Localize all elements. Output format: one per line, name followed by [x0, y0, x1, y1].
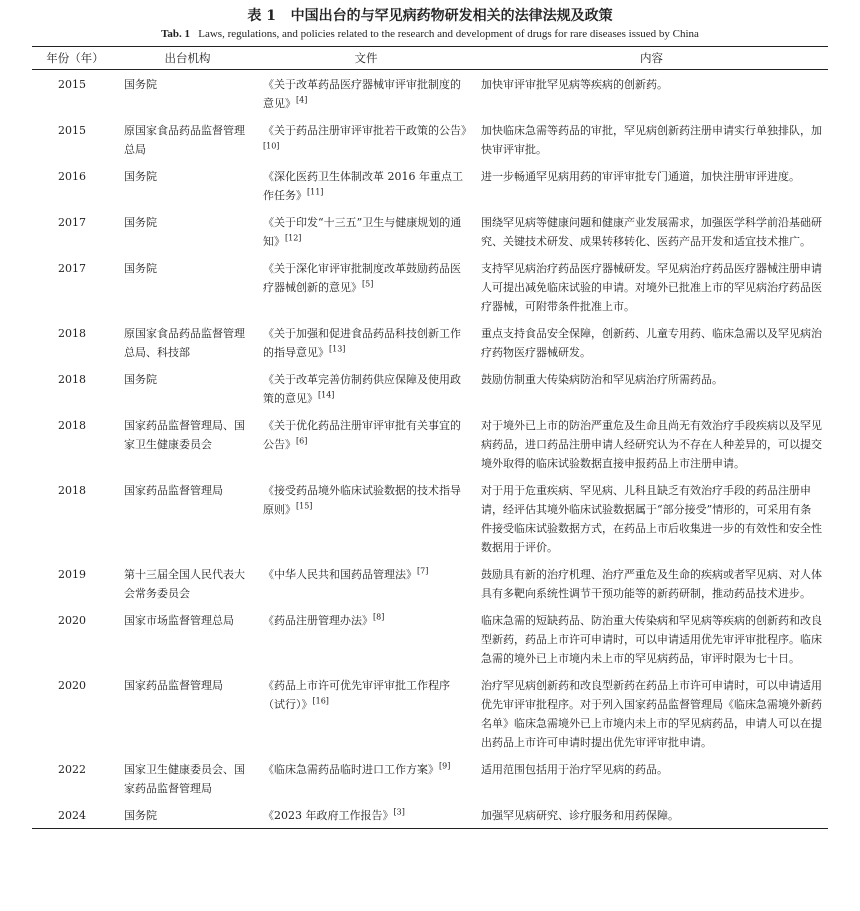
table-title-cn: 中国出台的与罕见病药物研发相关的法律法规及政策 — [290, 8, 613, 24]
cell-content: 对于境外已上市的防治严重危及生命且尚无有效治疗手段疾病以及罕见病药品，进口药品注册申请人经研究认为不存在人种差异的，可以提交境外取得的临床试验数据直接申报药品上市注册申请。 — [481, 419, 822, 470]
document-title: 《关于药品注册审评审批若干政策的公告》 — [263, 124, 472, 137]
policy-table — [32, 46, 828, 829]
document-title: 《关于深化审评审批制度改革鼓励药品医疗器械创新的意见》 — [263, 262, 461, 294]
document-title: 《关于改革完善仿制药供应保障及使用政策的意见》 — [263, 373, 461, 405]
cell-year: 2016 — [58, 170, 86, 183]
cell-document — [257, 116, 475, 162]
table-header-row — [32, 47, 828, 70]
cell-year: 2017 — [58, 216, 86, 229]
cell-org: 国家药品监督管理局 — [124, 679, 223, 692]
table-row — [32, 476, 828, 560]
cell-content: 鼓励仿制重大传染病防治和罕见病治疗所需药品。 — [481, 373, 723, 386]
cell-content: 进一步畅通罕见病用药的审评审批专门通道，加快注册审评进度。 — [481, 170, 800, 183]
cell-year: 2020 — [58, 679, 86, 692]
cell-org: 国家市场监督管理总局 — [124, 614, 234, 627]
reference-number: [11] — [307, 187, 324, 197]
table-row — [32, 365, 828, 411]
reference-number: [6] — [296, 436, 308, 446]
cell-content: 临床急需的短缺药品、防治重大传染病和罕见病等疾病的创新药和改良型新药，药品上市许可申请时，可以申请适用优先审评审批程序。临床急需的境外已上市境内未上市的罕见病药品，审评时限为七十日。 — [481, 614, 822, 665]
cell-content: 加快临床急需等药品的审批，罕见病创新药注册申请实行单独排队，加快审评审批。 — [481, 124, 822, 156]
cell-document — [257, 606, 475, 671]
cell-org: 国务院 — [124, 809, 157, 822]
table-caption-cn — [32, 6, 828, 26]
cell-org: 国家卫生健康委员会、国家药品监督管理局 — [124, 763, 245, 795]
header-document: 文件 — [354, 51, 378, 65]
table-row — [32, 606, 828, 671]
table-row — [32, 671, 828, 755]
reference-number: [10] — [263, 141, 280, 151]
header-org: 出台机构 — [164, 51, 211, 65]
cell-content: 加快审评审批罕见病等疾病的创新药。 — [481, 78, 668, 91]
cell-year: 2022 — [58, 763, 86, 776]
cell-year: 2015 — [58, 124, 86, 137]
cell-year: 2015 — [58, 78, 86, 91]
cell-year: 2017 — [58, 262, 86, 275]
table-title-en: Laws, regulations, and policies related to the research and development of drugs for rare diseases issued by China — [198, 28, 699, 40]
table-row — [32, 319, 828, 365]
reference-number: [3] — [393, 807, 405, 817]
document-title: 《关于加强和促进食品药品科技创新工作的指导意见》 — [263, 327, 461, 359]
table-row — [32, 411, 828, 476]
cell-document — [257, 476, 475, 560]
cell-document — [257, 70, 475, 117]
table-row — [32, 116, 828, 162]
cell-document — [257, 801, 475, 829]
cell-org: 原国家食品药品监督管理总局、科技部 — [124, 327, 245, 359]
cell-document — [257, 755, 475, 801]
table-label-cn: 表 1 — [247, 8, 276, 24]
cell-year: 2019 — [58, 568, 86, 581]
cell-content: 重点支持食品安全保障，创新药、儿童专用药、临床急需以及罕见病治疗药物医疗器械研发。 — [481, 327, 822, 359]
cell-document — [257, 560, 475, 606]
cell-content: 适用范围包括用于治疗罕见病的药品。 — [481, 763, 668, 776]
reference-number: [16] — [312, 696, 329, 706]
cell-document — [257, 319, 475, 365]
cell-org: 国务院 — [124, 373, 157, 386]
document-title: 《接受药品境外临床试验数据的技术指导原则》 — [263, 484, 461, 516]
reference-number: [14] — [318, 390, 335, 400]
cell-document — [257, 411, 475, 476]
header-content: 内容 — [640, 51, 663, 65]
document-title: 《2023 年政府工作报告》 — [263, 809, 394, 822]
table-label-en: Tab. 1 — [161, 28, 191, 40]
cell-org: 国家药品监督管理局 — [124, 484, 223, 497]
reference-number: [5] — [362, 279, 374, 289]
cell-document — [257, 671, 475, 755]
document-title: 《深化医药卫生体制改革 2016 年重点工作任务》 — [263, 170, 463, 202]
reference-number: [15] — [296, 501, 313, 511]
cell-year: 2018 — [58, 484, 86, 497]
table-row — [32, 254, 828, 319]
table-row — [32, 801, 828, 829]
reference-number: [13] — [329, 344, 346, 354]
cell-org: 原国家食品药品监督管理总局 — [124, 124, 245, 156]
cell-org: 国务院 — [124, 78, 157, 91]
cell-year: 2018 — [58, 373, 86, 386]
reference-number: [8] — [373, 612, 385, 622]
document-title: 《药品上市许可优先审评审批工作程序（试行）》 — [263, 679, 450, 711]
cell-org: 国务院 — [124, 170, 157, 183]
table-row — [32, 755, 828, 801]
document-title: 《关于优化药品注册审评审批有关事宜的公告》 — [263, 419, 461, 451]
cell-document — [257, 162, 475, 208]
document-title: 《药品注册管理办法》 — [263, 614, 373, 627]
cell-content: 加强罕见病研究、诊疗服务和用药保障。 — [481, 809, 679, 822]
table-row — [32, 70, 828, 117]
table-row — [32, 560, 828, 606]
document-title: 《关于改革药品医疗器械审评审批制度的意见》 — [263, 78, 461, 110]
cell-org: 国家药品监督管理局、国家卫生健康委员会 — [124, 419, 245, 451]
cell-org: 国务院 — [124, 216, 157, 229]
cell-year: 2020 — [58, 614, 86, 627]
cell-content: 治疗罕见病创新药和改良型新药在药品上市许可申请时，可以申请适用优先审评审批程序。对于列入国家药品监督管理局《临床急需境外新药名单》临床急需境外已上市境内未上市的罕见病药品，申请人可以在提出药品上市许可申请时提出优先审评审批申请。 — [481, 679, 822, 749]
cell-document — [257, 208, 475, 254]
reference-number: [9] — [439, 761, 451, 771]
cell-content: 鼓励具有新的治疗机理、治疗严重危及生命的疾病或者罕见病、对人体具有多靶向系统性调节干预功能等的新药研制，推动药品技术进步。 — [481, 568, 822, 600]
cell-org: 第十三届全国人民代表大会常务委员会 — [124, 568, 245, 600]
table-row — [32, 162, 828, 208]
cell-content: 支持罕见病治疗药品医疗器械研发。罕见病治疗药品医疗器械注册申请人可提出减免临床试验的申请。对境外已批准上市的罕见病治疗药品医疗器械，可附带条件批准上市。 — [481, 262, 822, 313]
cell-content: 对于用于危重疾病、罕见病、儿科且缺乏有效治疗手段的药品注册申请，经评估其境外临床试验数据属于“部分接受”情形的，可采用有条件接受临床试验数据方式，在药品上市后收集进一步的有效性和安全性数据用于评价。 — [481, 484, 822, 554]
cell-document — [257, 254, 475, 319]
table-caption-en — [32, 26, 828, 42]
table-row — [32, 208, 828, 254]
reference-number: [7] — [417, 566, 429, 576]
header-year: 年份（年） — [46, 51, 104, 65]
document-title: 《中华人民共和国药品管理法》 — [263, 568, 417, 581]
document-title: 《关于印发“十三五”卫生与健康规划的通知》 — [263, 216, 462, 248]
cell-document — [257, 365, 475, 411]
cell-content: 围绕罕见病等健康问题和健康产业发展需求，加强医学科学前沿基础研究、关键技术研发、成果转移转化、医药产品开发和适宜技术推广。 — [481, 216, 822, 248]
cell-year: 2018 — [58, 327, 86, 340]
document-title: 《临床急需药品临时进口工作方案》 — [263, 763, 439, 776]
reference-number: [12] — [285, 233, 302, 243]
cell-year: 2024 — [58, 809, 86, 822]
cell-year: 2018 — [58, 419, 86, 432]
cell-org: 国务院 — [124, 262, 157, 275]
reference-number: [4] — [296, 95, 308, 105]
